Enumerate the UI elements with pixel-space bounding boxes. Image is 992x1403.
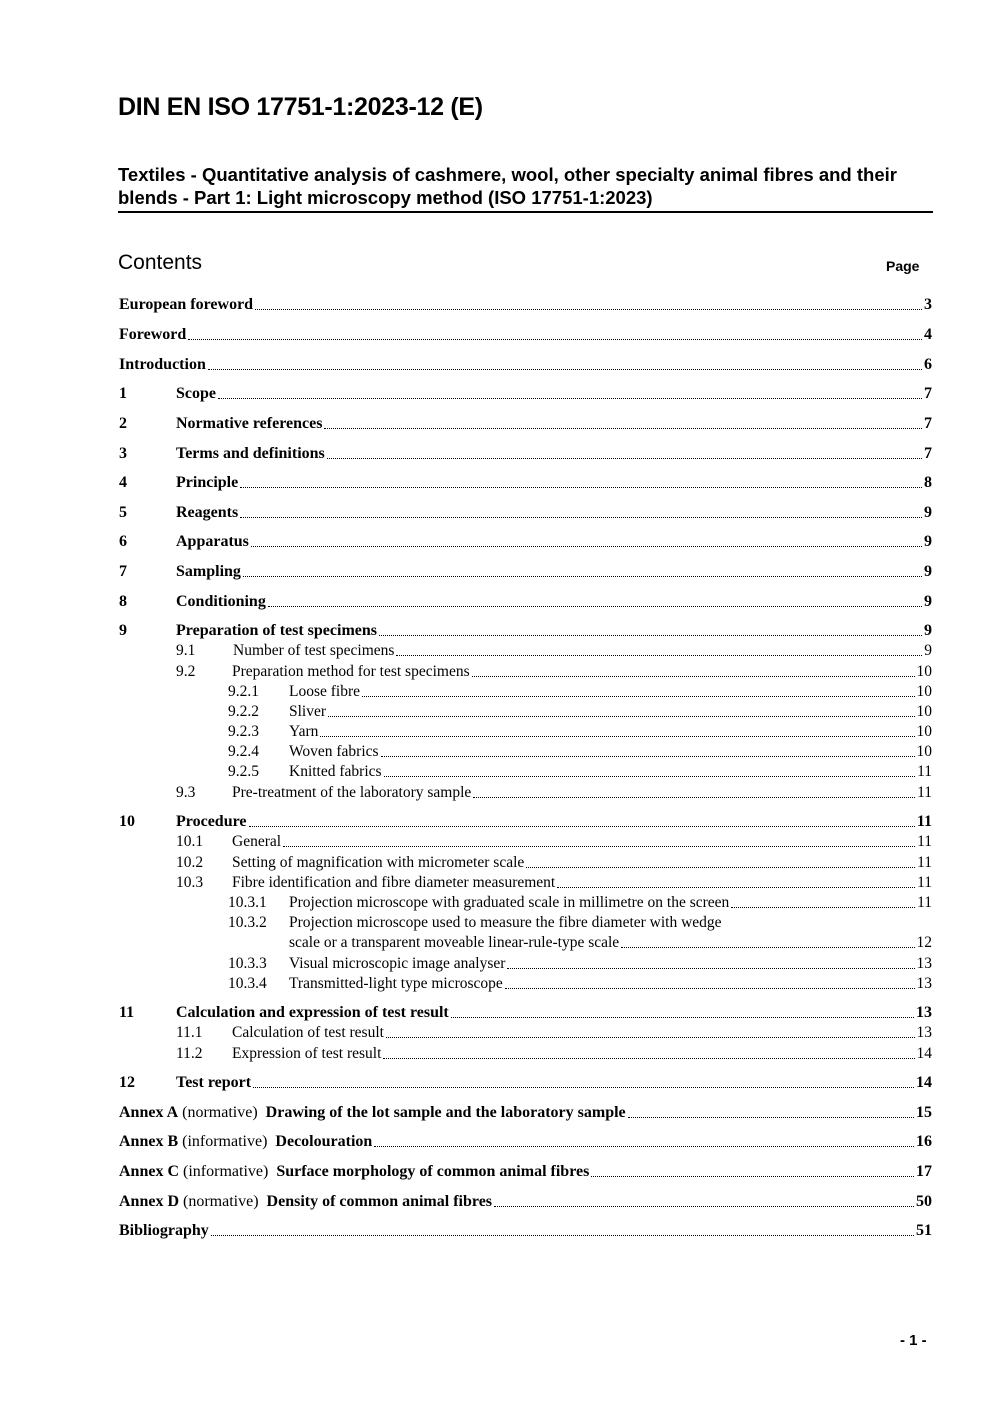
toc-entry-5[interactable]: 5 Reagents 9	[119, 504, 932, 521]
toc-entry-9-1[interactable]: 9.1 Number of test specimens 9	[176, 642, 932, 659]
toc-entry-10-3-2-cont[interactable]: scale or a transparent moveable linear-rule-type scale 12	[289, 934, 932, 951]
toc-entry-9-2-5[interactable]: 9.2.5 Knitted fabrics 11	[228, 763, 932, 780]
toc-entry-8[interactable]: 8 Conditioning 9	[119, 593, 932, 610]
toc-entry-9-2-3[interactable]: 9.2.3 Yarn 10	[228, 723, 932, 740]
toc-entry-10-3-3[interactable]: 10.3.3 Visual microscopic image analyser 13	[228, 955, 932, 972]
toc-entry-foreword[interactable]: Foreword 4	[119, 326, 932, 343]
page-number: - 1 -	[900, 1332, 927, 1349]
toc-entry-bibliography[interactable]: Bibliography 51	[119, 1222, 932, 1239]
toc-entry-10-3-1[interactable]: 10.3.1 Projection microscope with graduated scale in millimetre on the screen 11	[228, 894, 932, 911]
document-subtitle: Textiles - Quantitative analysis of cashmere, wool, other specialty animal fibres and their blends - Part 1: Light microscopy method (ISO 17751-1:2023)	[118, 163, 933, 213]
toc-entry-annex-b[interactable]: Annex B (informative) Decolouration 16	[119, 1133, 932, 1150]
toc-entry-11-1[interactable]: 11.1 Calculation of test result 13	[176, 1024, 932, 1041]
toc-entry-9-2-1[interactable]: 9.2.1 Loose fibre 10	[228, 683, 932, 700]
toc-entry-3[interactable]: 3 Terms and definitions 7	[119, 445, 932, 462]
toc-entry-annex-d[interactable]: Annex D (normative) Density of common animal fibres 50	[119, 1193, 932, 1210]
toc-entry-7[interactable]: 7 Sampling 9	[119, 563, 932, 580]
toc-entry-10-2[interactable]: 10.2 Setting of magnification with micrometer scale 11	[176, 854, 932, 871]
toc-entry-1[interactable]: 1 Scope 7	[119, 385, 932, 402]
toc-entry-2[interactable]: 2 Normative references 7	[119, 415, 932, 432]
toc-entry-annex-c[interactable]: Annex C (informative) Surface morphology of common animal fibres 17	[119, 1163, 932, 1180]
toc-entry-10-3[interactable]: 10.3 Fibre identification and fibre diameter measurement 11	[176, 874, 932, 891]
toc-entry-annex-a[interactable]: Annex A (normative) Drawing of the lot sample and the laboratory sample 15	[119, 1104, 932, 1121]
document-title: DIN EN ISO 17751-1:2023-12 (E)	[118, 93, 483, 121]
page-column-heading: Page	[886, 258, 920, 274]
toc-entry-introduction[interactable]: Introduction 6	[119, 356, 932, 373]
toc-entry-6[interactable]: 6 Apparatus 9	[119, 533, 932, 550]
toc-entry-european-foreword[interactable]: European foreword 3	[119, 296, 932, 313]
toc-entry-10-1[interactable]: 10.1 General 11	[176, 833, 932, 850]
toc-entry-9-3[interactable]: 9.3 Pre-treatment of the laboratory sample 11	[176, 784, 932, 801]
toc-entry-10-3-4[interactable]: 10.3.4 Transmitted-light type microscope 13	[228, 975, 932, 992]
toc-entry-11[interactable]: 11 Calculation and expression of test result 13	[119, 1004, 932, 1021]
toc-entry-12[interactable]: 12 Test report 14	[119, 1074, 932, 1091]
toc-entry-9-2-2[interactable]: 9.2.2 Sliver 10	[228, 703, 932, 720]
toc-entry-9[interactable]: 9 Preparation of test specimens 9	[119, 622, 932, 639]
toc-entry-10-3-2[interactable]: 10.3.2 Projection microscope used to measure the fibre diameter with wedge	[228, 914, 722, 931]
toc-entry-10[interactable]: 10 Procedure 11	[119, 813, 932, 830]
toc-entry-9-2[interactable]: 9.2 Preparation method for test specimens 10	[176, 663, 932, 680]
toc-entry-4[interactable]: 4 Principle 8	[119, 474, 932, 491]
toc-entry-11-2[interactable]: 11.2 Expression of test result 14	[176, 1045, 932, 1062]
contents-heading: Contents	[118, 251, 203, 274]
toc-entry-9-2-4[interactable]: 9.2.4 Woven fabrics 10	[228, 743, 932, 760]
